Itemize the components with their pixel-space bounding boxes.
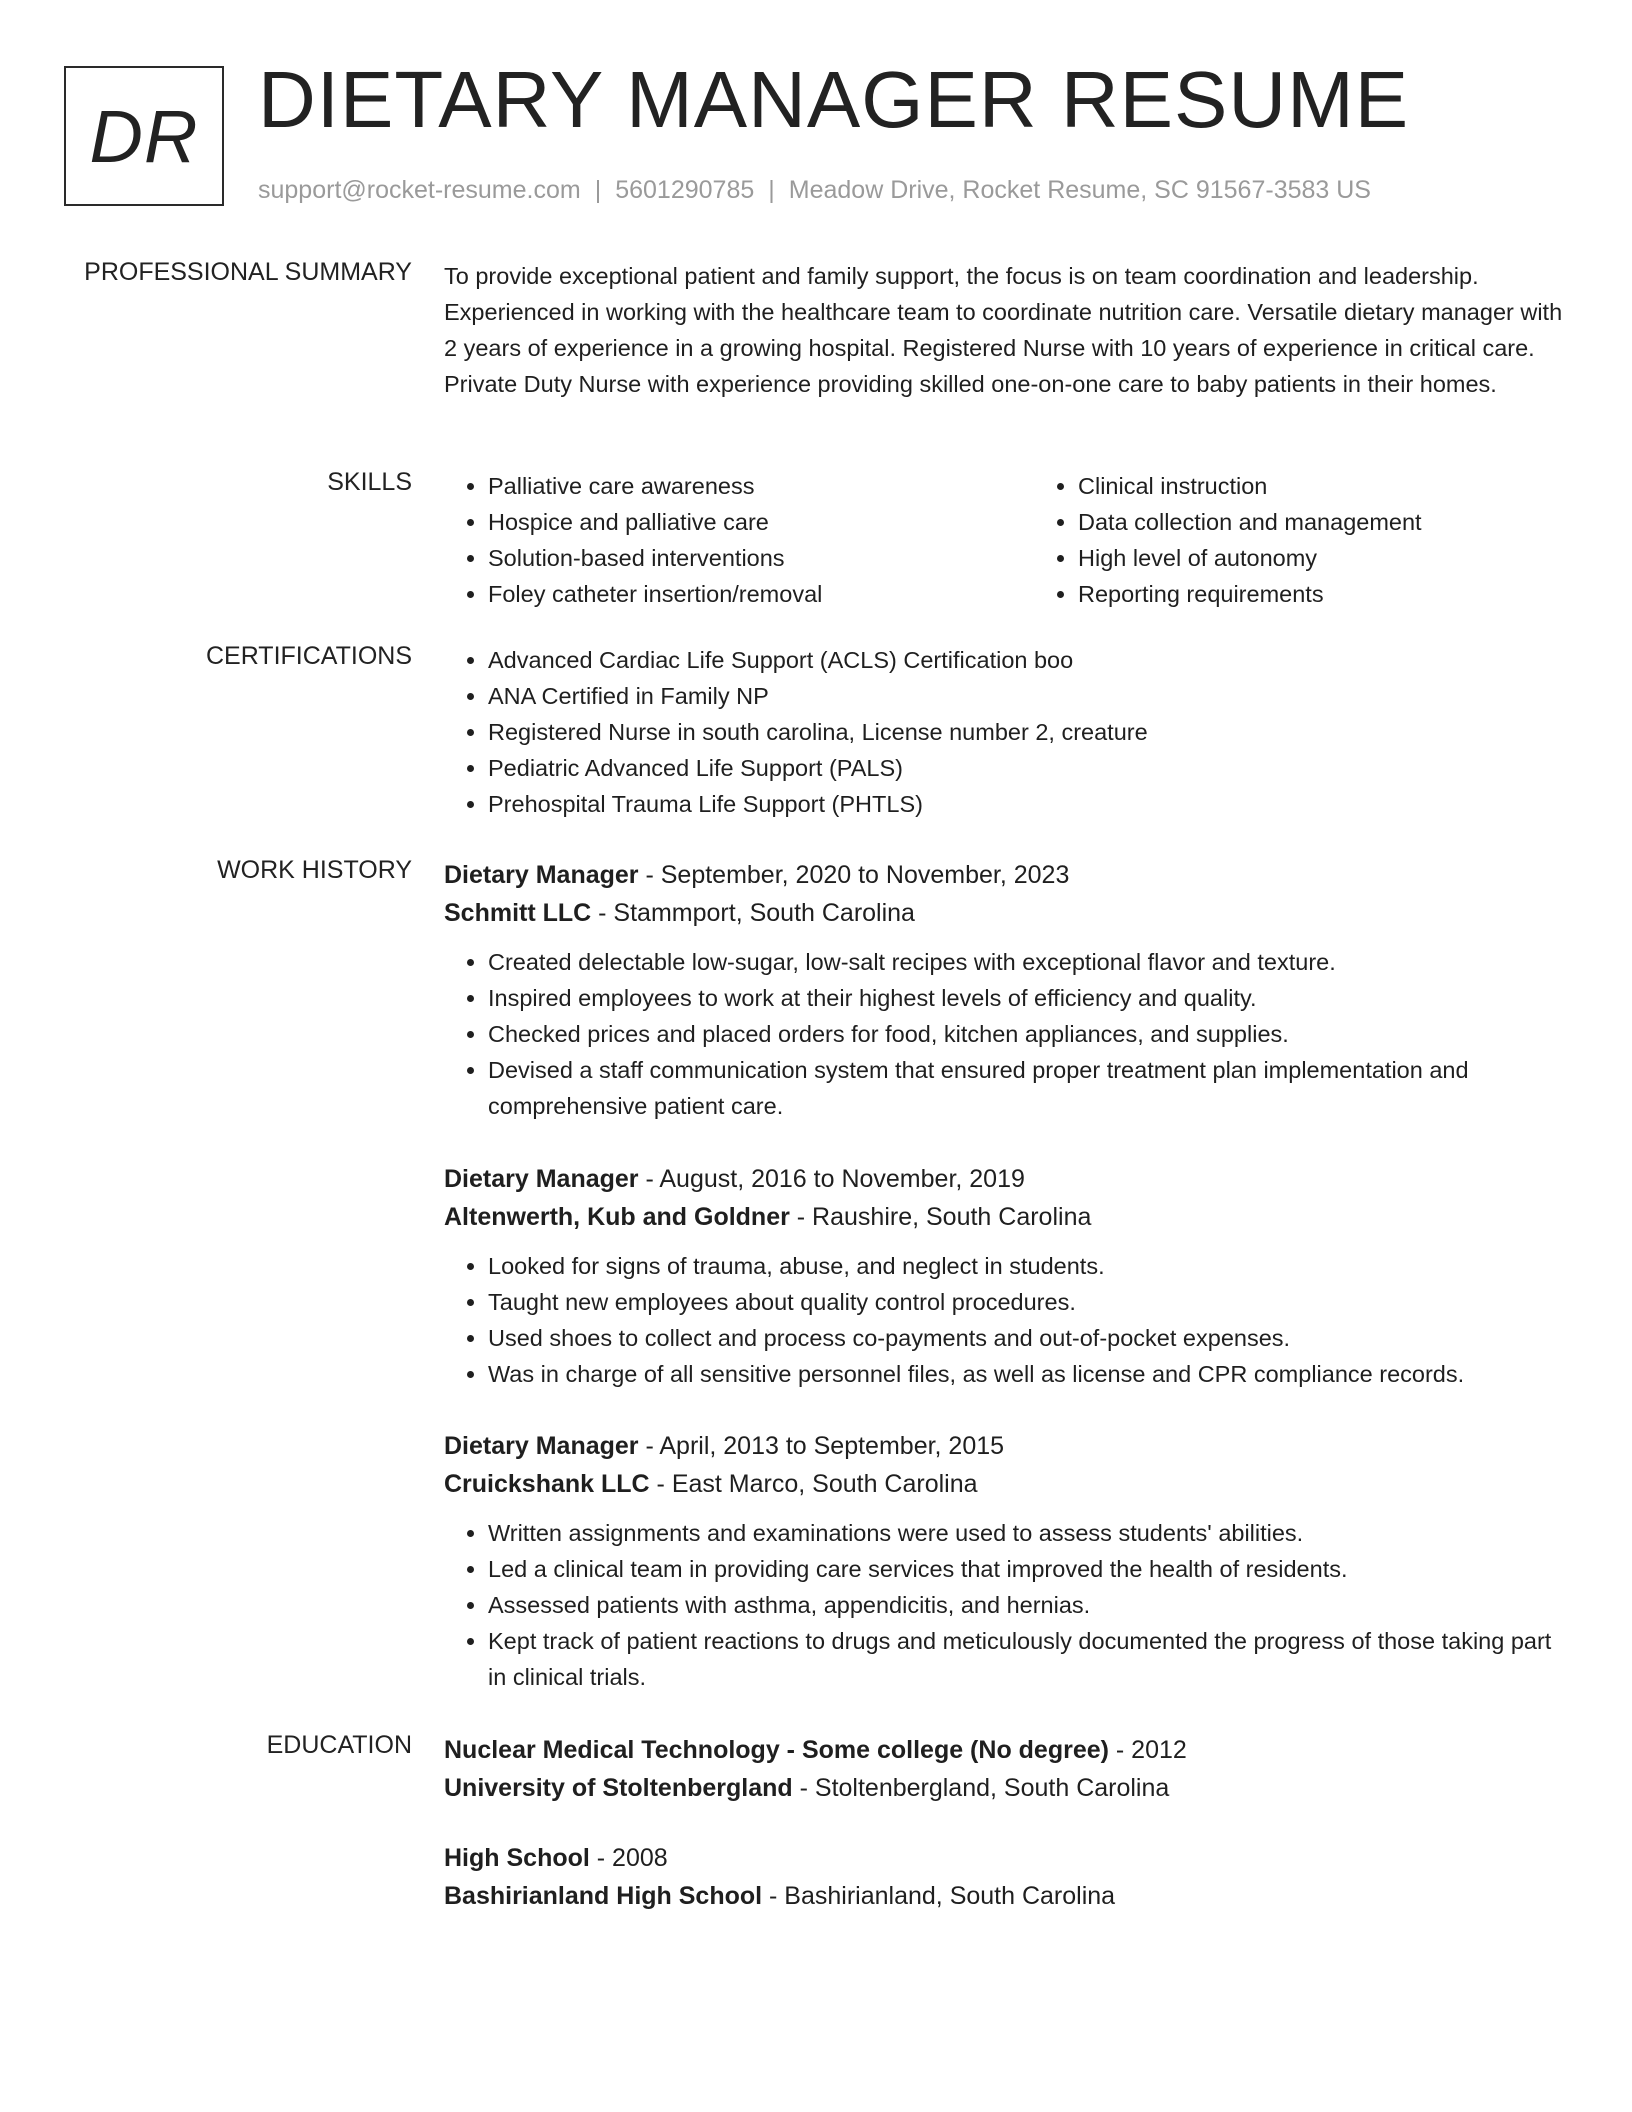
job-dates: - August, 2016 to November, 2019 xyxy=(638,1165,1025,1193)
contact-separator: | xyxy=(768,176,775,204)
job-entry xyxy=(444,1160,1564,1392)
education-location: - Bashirianland, South Carolina xyxy=(762,1882,1116,1910)
job-bullets xyxy=(444,1248,1564,1392)
education-degree: Nuclear Medical Technology - Some college (No degree) xyxy=(444,1736,1109,1764)
skill-item: • Solution-based interventions xyxy=(488,540,974,576)
job-bullet: • Written assignments and examinations were used to assess students' abilities. xyxy=(488,1515,1564,1551)
job-bullet: • Devised a staff communication system that ensured proper treatment plan implementation and comprehensive patient care. xyxy=(488,1052,1564,1124)
skill-item: • Hospice and palliative care xyxy=(488,504,974,540)
job-bullet: • Used shoes to collect and process co-payments and out-of-pocket expenses. xyxy=(488,1320,1564,1356)
job-title: Dietary Manager xyxy=(444,861,639,889)
certification-item: • Prehospital Trauma Life Support (PHTLS) xyxy=(488,786,1564,822)
job-bullet: • Led a clinical team in providing care services that improved the health of residents. xyxy=(488,1551,1564,1587)
education-school-line xyxy=(444,1877,1564,1915)
job-bullet: • Assessed patients with asthma, appendicitis, and hernias. xyxy=(488,1587,1564,1623)
resume-title: DIETARY MANAGER RESUME xyxy=(258,55,1410,144)
certification-item: • Registered Nurse in south carolina, License number 2, creature xyxy=(488,714,1564,750)
skill-item: • Clinical instruction xyxy=(1078,468,1564,504)
job-bullet: • Checked prices and placed orders for food, kitchen appliances, and supplies. xyxy=(488,1016,1564,1052)
skills-list-left xyxy=(444,468,974,612)
job-location: - Raushire, South Carolina xyxy=(789,1203,1092,1231)
job-title-line xyxy=(444,1160,1564,1198)
education-entry xyxy=(444,1839,1564,1915)
skill-item: • Data collection and management xyxy=(1078,504,1564,540)
job-bullets xyxy=(444,944,1564,1124)
job-company: Schmitt LLC xyxy=(444,899,592,927)
job-bullet: • Taught new employees about quality control procedures. xyxy=(488,1284,1564,1320)
education-entry xyxy=(444,1731,1564,1807)
job-dates: - April, 2013 to September, 2015 xyxy=(638,1432,1005,1460)
job-title-line xyxy=(444,1427,1564,1465)
job-company-line xyxy=(444,894,1564,932)
job-company-line xyxy=(444,1465,1564,1503)
education-school-line xyxy=(444,1769,1564,1807)
job-entry xyxy=(444,856,1564,1124)
job-location: - Stammport, South Carolina xyxy=(591,899,915,927)
summary-heading: PROFESSIONAL SUMMARY xyxy=(84,258,412,286)
job-title: Dietary Manager xyxy=(444,1165,639,1193)
summary-text: To provide exceptional patient and family support, the focus is on team coordination and leadership. Experienced in working with the healthcare team to coordinate nutrition care. Versatile dietary manager with 2 years of experience in a growing hospital. Registered Nurse with 10 years of experience in critical care. Private Duty Nurse with experience providing skilled one-on-one care to baby patients in their homes. xyxy=(444,263,1563,397)
certification-item: • ANA Certified in Family NP xyxy=(488,678,1564,714)
job-company: Altenwerth, Kub and Goldner xyxy=(444,1203,790,1231)
certifications-content xyxy=(444,642,1564,822)
education-year: - 2012 xyxy=(1108,1736,1187,1764)
certification-item: • Advanced Cardiac Life Support (ACLS) Certification boo xyxy=(488,642,1564,678)
certification-item: • Pediatric Advanced Life Support (PALS) xyxy=(488,750,1564,786)
skill-item: • High level of autonomy xyxy=(1078,540,1564,576)
education-location: - Stoltenbergland, South Carolina xyxy=(792,1774,1170,1802)
contact-email[interactable]: support@rocket-resume.com xyxy=(258,176,581,204)
contact-address: Meadow Drive, Rocket Resume, SC 91567-3583 US xyxy=(788,176,1371,204)
education-school: University of Stoltenbergland xyxy=(444,1774,793,1802)
job-bullet: • Created delectable low-sugar, low-salt recipes with exceptional flavor and texture. xyxy=(488,944,1564,980)
certifications-heading: CERTIFICATIONS xyxy=(205,642,412,670)
education-degree-line xyxy=(444,1731,1564,1769)
contact-separator: | xyxy=(594,176,602,204)
work-history-heading: WORK HISTORY xyxy=(217,856,412,884)
job-location: - East Marco, South Carolina xyxy=(649,1470,978,1498)
job-bullet: • Kept track of patient reactions to drugs and meticulously documented the progress of those taking part in clinical trials. xyxy=(488,1623,1564,1695)
education-school: Bashirianland High School xyxy=(444,1882,763,1910)
education-degree-line xyxy=(444,1839,1564,1877)
education-heading: EDUCATION xyxy=(266,1731,412,1759)
job-title: Dietary Manager xyxy=(444,1432,639,1460)
job-company: Cruickshank LLC xyxy=(444,1470,650,1498)
skill-item: • Reporting requirements xyxy=(1078,576,1564,612)
job-company-line xyxy=(444,1198,1564,1236)
skills-columns xyxy=(444,468,1564,612)
job-bullets xyxy=(444,1515,1564,1695)
job-bullet: • Was in charge of all sensitive personnel files, as well as license and CPR compliance records. xyxy=(488,1356,1564,1392)
monogram-logo: DR xyxy=(64,66,224,206)
skill-item: • Palliative care awareness xyxy=(488,468,974,504)
contact-phone[interactable]: 5601290785 xyxy=(615,176,755,204)
job-bullet: • Looked for signs of trauma, abuse, and neglect in students. xyxy=(488,1248,1564,1284)
job-dates: - September, 2020 to November, 2023 xyxy=(638,861,1070,889)
education-degree: High School xyxy=(444,1844,590,1872)
certifications-list xyxy=(444,642,1564,822)
skills-heading: SKILLS xyxy=(327,468,412,496)
skill-item: • Foley catheter insertion/removal xyxy=(488,576,974,612)
contact-line xyxy=(258,176,1371,205)
education-year: - 2008 xyxy=(589,1844,668,1872)
job-title-line xyxy=(444,856,1564,894)
job-bullet: • Inspired employees to work at their highest levels of efficiency and quality. xyxy=(488,980,1564,1016)
skills-list-right xyxy=(974,468,1564,612)
job-entry xyxy=(444,1427,1564,1695)
